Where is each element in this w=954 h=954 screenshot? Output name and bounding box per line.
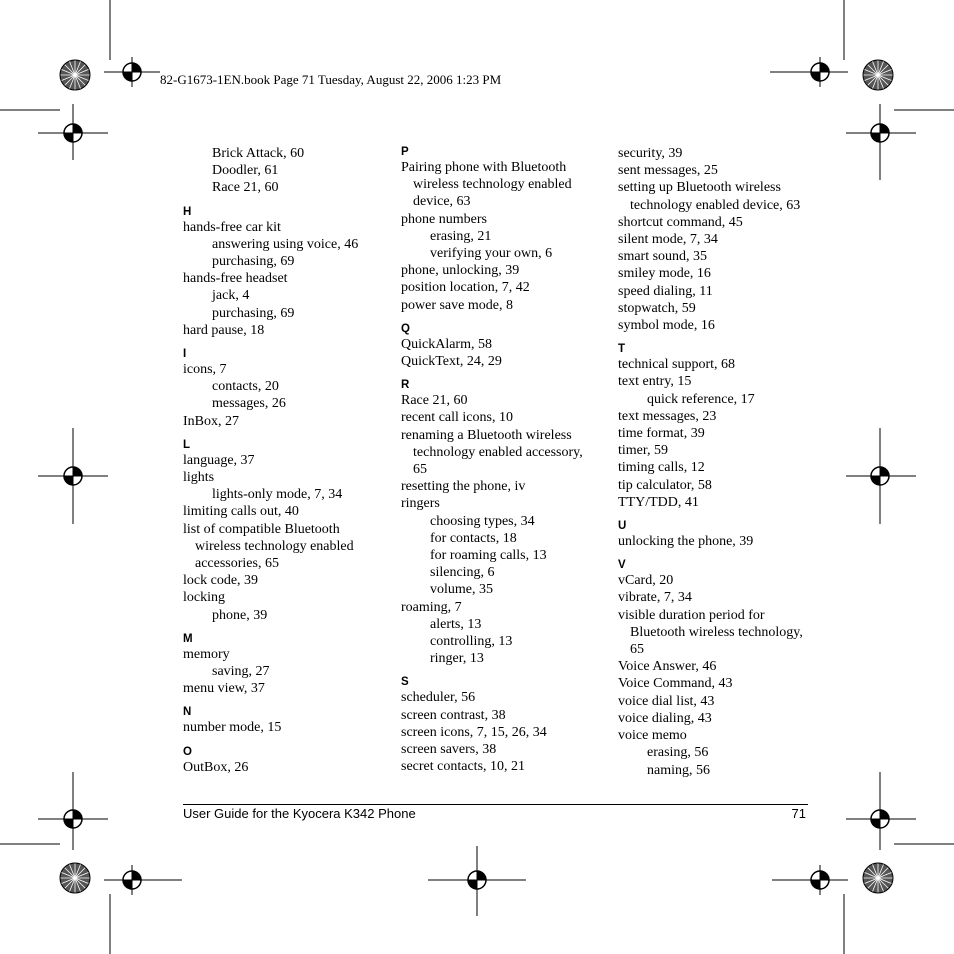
index-entry: phone, unlocking, 39 xyxy=(401,263,520,279)
index-column-2 xyxy=(401,145,606,776)
index-letter-heading: S xyxy=(401,676,409,689)
index-entry: list of compatible Bluetooth xyxy=(183,521,340,537)
index-letter-heading: R xyxy=(401,379,410,392)
color-bar-mark xyxy=(60,60,90,90)
index-entry: TTY/TDD, 41 xyxy=(618,494,699,510)
index-entry: Voice Command, 43 xyxy=(618,676,733,692)
index-entry: symbol mode, 16 xyxy=(618,318,715,334)
index-subentry: lights-only mode, 7, 34 xyxy=(212,487,343,503)
index-entry: hands-free headset xyxy=(183,271,288,287)
index-entry: silent mode, 7, 34 xyxy=(618,232,718,248)
index-letter-heading: V xyxy=(618,559,626,572)
index-subentry: purchasing, 69 xyxy=(212,305,295,321)
index-entry: QuickAlarm, 58 xyxy=(401,336,492,352)
index-subentry: messages, 26 xyxy=(212,396,286,412)
index-entry: Voice Answer, 46 xyxy=(618,659,717,675)
index-entry: Pairing phone with Bluetooth xyxy=(401,160,567,175)
index-subentry: erasing, 56 xyxy=(647,745,709,761)
index-entry: InBox, 27 xyxy=(183,413,239,429)
index-entry: shortcut command, 45 xyxy=(618,214,743,230)
index-entry: roaming, 7 xyxy=(401,599,462,615)
index-entry: number mode, 15 xyxy=(183,720,282,736)
index-entry: ringers xyxy=(401,496,440,512)
color-bar-mark xyxy=(863,60,893,90)
index-letter-heading: O xyxy=(183,745,192,758)
index-entry-continuation: wireless technology enabled xyxy=(195,538,354,554)
index-subentry: jack, 4 xyxy=(212,288,250,304)
index-entry: screen contrast, 38 xyxy=(401,707,506,723)
index-entry: hard pause, 18 xyxy=(183,322,265,338)
index-letter-heading: N xyxy=(183,706,192,719)
index-subentry: volume, 35 xyxy=(430,582,493,598)
index-subentry: saving, 27 xyxy=(212,664,270,680)
index-entry: voice dial list, 43 xyxy=(618,693,715,709)
index-subentry: phone, 39 xyxy=(212,607,268,623)
corner-crop-mark xyxy=(844,844,954,954)
index-entry: timing calls, 12 xyxy=(618,460,705,476)
index-entry: security, 39 xyxy=(618,146,683,161)
index-entry-continuation: 65 xyxy=(630,642,644,658)
index-entry: text messages, 23 xyxy=(618,408,717,424)
book-header: 82-G1673-1EN.book Page 71 Tuesday, August 22, 2006 1:23 PM xyxy=(160,72,502,87)
index-subentry: Brick Attack, 60 xyxy=(212,146,305,161)
index-entry: text entry, 15 xyxy=(618,374,692,390)
index-subentry: answering using voice, 46 xyxy=(212,236,359,252)
index-entry-continuation: accessories, 65 xyxy=(195,556,279,572)
index-entry: tip calculator, 58 xyxy=(618,477,712,493)
index-entry: screen savers, 38 xyxy=(401,742,497,758)
footer-title: User Guide for the Kyocera K342 Phone xyxy=(183,806,416,821)
index-entry: stopwatch, 59 xyxy=(618,300,696,316)
index-entry-continuation: Bluetooth wireless technology, xyxy=(630,624,803,640)
index-entry-continuation: device, 63 xyxy=(413,194,471,210)
index-entry: resetting the phone, iv xyxy=(401,479,526,495)
index-entry: vibrate, 7, 34 xyxy=(618,590,692,606)
index-entry: setting up Bluetooth wireless xyxy=(618,180,781,196)
footer-rule xyxy=(183,804,808,805)
index-entry: voice dialing, 43 xyxy=(618,710,712,726)
index-entry: technical support, 68 xyxy=(618,357,736,373)
index-subentry: silencing, 6 xyxy=(430,565,495,581)
index-entry: voice memo xyxy=(618,728,687,744)
index-entry: limiting calls out, 40 xyxy=(183,504,299,520)
index-subentry: ringer, 13 xyxy=(430,651,484,667)
index-entry: memory xyxy=(183,646,230,662)
index-subentry: controlling, 13 xyxy=(430,634,513,650)
index-entry: position location, 7, 42 xyxy=(401,280,530,296)
index-entry: sent messages, 25 xyxy=(618,163,718,179)
index-entry-continuation: technology enabled device, 63 xyxy=(630,197,801,213)
index-entry: smart sound, 35 xyxy=(618,249,708,265)
index-entry: scheduler, 56 xyxy=(401,690,476,706)
index-column-3 xyxy=(618,145,818,779)
index-entry: recent call icons, 10 xyxy=(401,410,513,426)
index-entry: time format, 39 xyxy=(618,426,705,442)
index-letter-heading: L xyxy=(183,438,191,451)
index-subentry: Doodler, 61 xyxy=(212,163,279,179)
index-entry: phone numbers xyxy=(401,211,487,227)
index-entry: visible duration period for xyxy=(618,607,765,623)
index-entry: lights xyxy=(183,470,215,486)
index-entry: secret contacts, 10, 21 xyxy=(401,759,526,775)
index-entry: locking xyxy=(183,590,225,606)
index-letter-heading: Q xyxy=(401,322,410,335)
color-bar-mark xyxy=(863,863,893,893)
corner-crop-mark xyxy=(844,0,954,110)
index-subentry: for roaming calls, 13 xyxy=(430,548,547,564)
index-subentry: naming, 56 xyxy=(647,762,710,778)
index-entry: icons, 7 xyxy=(183,362,227,378)
index-subentry: verifying your own, 6 xyxy=(430,246,553,262)
index-entry-continuation: technology enabled accessory, xyxy=(413,444,583,460)
index-entry: QuickText, 24, 29 xyxy=(401,354,502,370)
index-entry: smiley mode, 16 xyxy=(618,266,711,282)
corner-crop-mark xyxy=(0,844,110,954)
index-entry: power save mode, 8 xyxy=(401,297,513,313)
corner-crop-mark xyxy=(0,0,110,110)
index-entry: lock code, 39 xyxy=(183,573,259,589)
index-subentry: Race 21, 60 xyxy=(212,180,279,196)
index-subentry: contacts, 20 xyxy=(212,379,279,395)
index-entry: timer, 59 xyxy=(618,443,668,459)
index-entry-continuation: 65 xyxy=(413,462,427,478)
index-entry: unlocking the phone, 39 xyxy=(618,534,754,550)
index-letter-heading: T xyxy=(618,343,626,356)
index-subentry: quick reference, 17 xyxy=(647,391,755,407)
index-subentry: erasing, 21 xyxy=(430,228,492,244)
index-entry-continuation: wireless technology enabled xyxy=(413,177,572,193)
index-entry: OutBox, 26 xyxy=(183,759,249,775)
index-subentry: alerts, 13 xyxy=(430,616,482,632)
index-letter-heading: I xyxy=(183,348,187,361)
index-entry: speed dialing, 11 xyxy=(618,283,713,299)
index-entry: menu view, 37 xyxy=(183,681,265,697)
index-subentry: purchasing, 69 xyxy=(212,254,295,270)
color-bar-mark xyxy=(60,863,90,893)
index-entry: Race 21, 60 xyxy=(401,393,468,409)
index-entry: hands-free car kit xyxy=(183,219,281,235)
index-letter-heading: U xyxy=(618,520,627,533)
index-entry: language, 37 xyxy=(183,452,255,468)
index-letter-heading: M xyxy=(183,632,193,645)
index-subentry: for contacts, 18 xyxy=(430,530,517,546)
index-column-1 xyxy=(183,145,388,776)
index-subentry: choosing types, 34 xyxy=(430,513,535,529)
index-entry: vCard, 20 xyxy=(618,573,674,589)
index-letter-heading: H xyxy=(183,205,192,218)
index-entry: renaming a Bluetooth wireless xyxy=(401,427,572,443)
page-number: 71 xyxy=(791,806,806,821)
index-letter-heading: P xyxy=(401,146,409,158)
index-entry: screen icons, 7, 15, 26, 34 xyxy=(401,724,547,740)
